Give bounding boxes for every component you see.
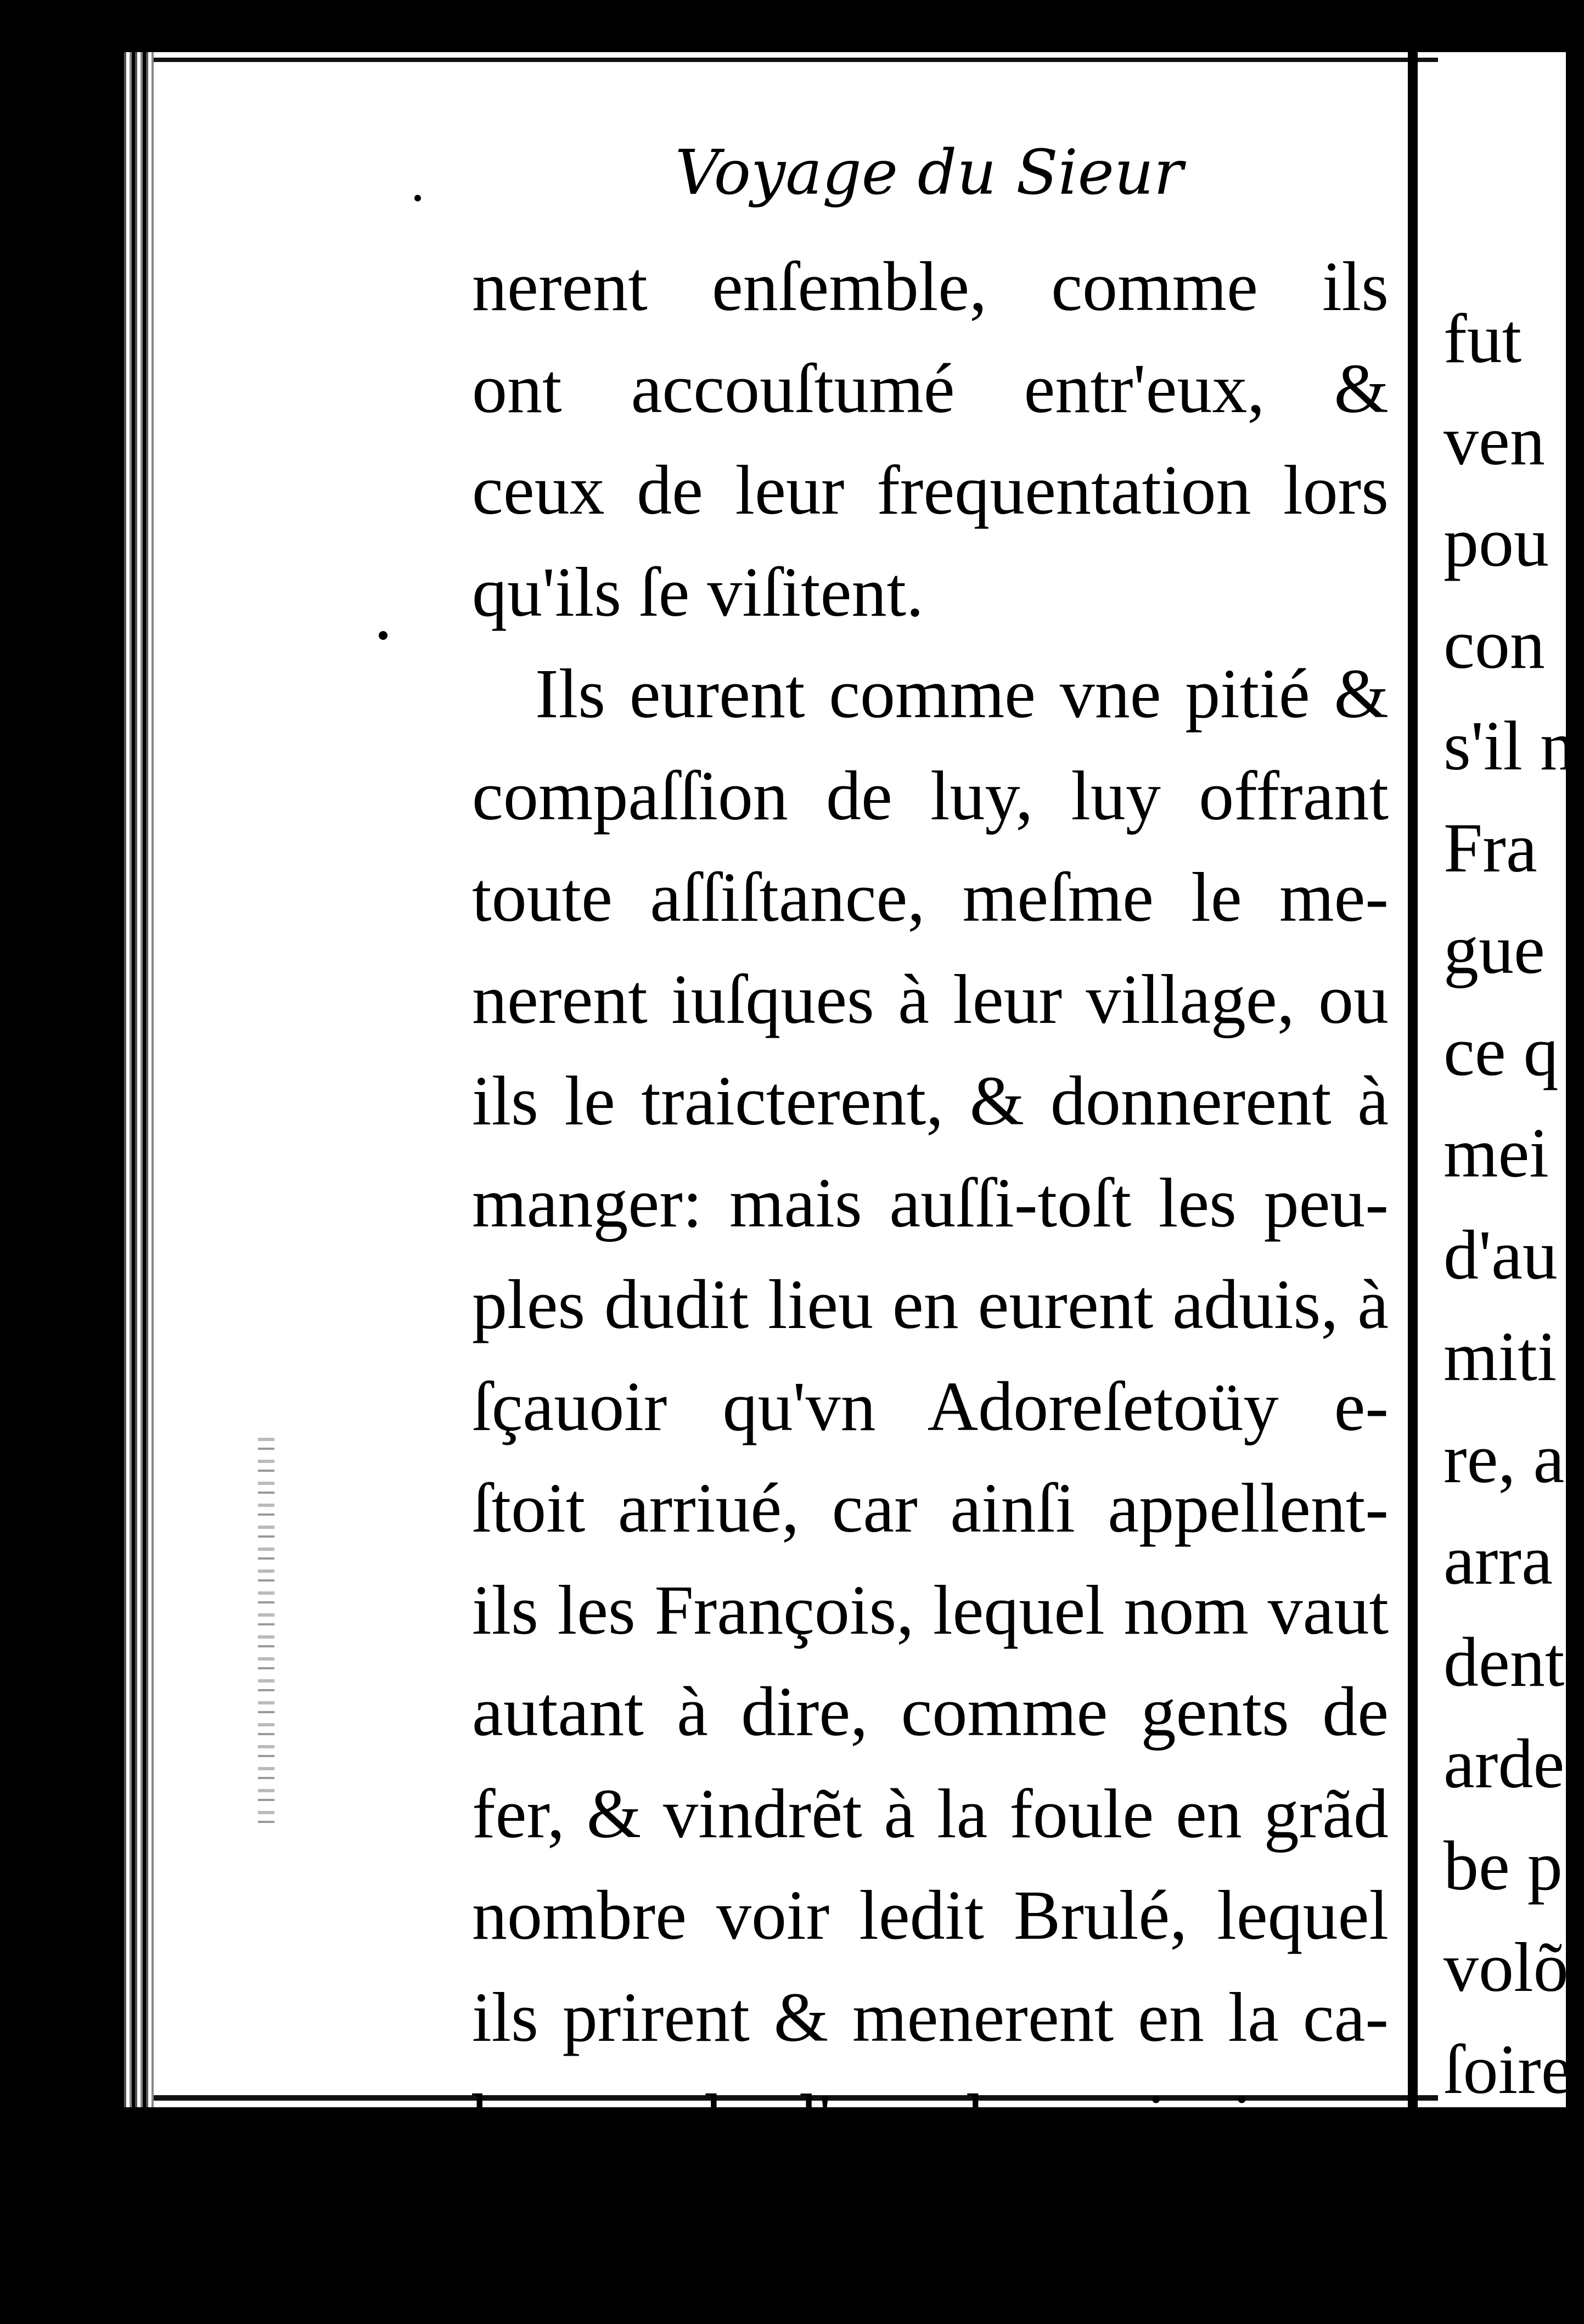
facing-text-line: Fra bbox=[1438, 797, 1584, 899]
text-line: ceux de leur frequentation lors bbox=[472, 440, 1389, 542]
text-line: ſtoit arriué, car ainſi appellent- bbox=[472, 1458, 1389, 1560]
facing-text-line: arra bbox=[1438, 1510, 1584, 1612]
text-line: ples dudit lieu en eurent aduis, à bbox=[472, 1254, 1389, 1356]
text-line: compaſſion de luy, luy offrant bbox=[472, 745, 1389, 847]
facing-page bbox=[1438, 52, 1566, 2107]
text-line: manger: mais auſſi-toſt les peu- bbox=[472, 1152, 1389, 1254]
text-line: chefs, ou il fut interrogé, & luy bbox=[472, 2170, 1389, 2272]
text-line: ils le traicterent, & donnerent à bbox=[472, 1050, 1389, 1152]
facing-text-line: gue bbox=[1438, 899, 1584, 1001]
page-text bbox=[472, 236, 1389, 2272]
text-line: nerent iuſques à leur village, ou bbox=[472, 949, 1389, 1051]
facing-text-line: fut bbox=[1438, 288, 1584, 390]
running-head: Voyage du Sieur bbox=[675, 137, 1183, 209]
facing-text-line: mei bbox=[1438, 1102, 1584, 1205]
page-divider bbox=[1408, 52, 1418, 2107]
text-line: ſçauoir qu'vn Adoreſetoüy e- bbox=[472, 1356, 1389, 1458]
facing-text-line: Agn bbox=[1438, 2120, 1584, 2222]
facing-text-line: dent bbox=[1438, 1612, 1584, 1714]
page-top-edge bbox=[154, 58, 1449, 62]
facing-text-line: col, bbox=[1438, 2222, 1584, 2324]
text-line: fer, & vindrẽt à la foule en grãd bbox=[472, 1763, 1389, 1865]
text-line: nombre voir ledit Brulé, lequel bbox=[472, 1865, 1389, 1967]
text-line: autant à dire, comme gents de bbox=[472, 1661, 1389, 1763]
text-line: ils prirent & menerent en la ca- bbox=[472, 1967, 1389, 2069]
facing-page-text bbox=[1438, 288, 1584, 2324]
facing-text-line: d'au bbox=[1438, 1205, 1584, 1307]
text-line: Ils eurent comme vne pitié & bbox=[472, 643, 1389, 745]
text-line: ils les François, lequel nom vaut bbox=[472, 1560, 1389, 1662]
text-line: qu'ils ſe viſitent. bbox=[472, 542, 1389, 644]
text-line: banne de l'vn des principaux bbox=[472, 2068, 1389, 2170]
facing-text-line: arde bbox=[1438, 1713, 1584, 1815]
facing-text-line: be p bbox=[1438, 1815, 1584, 1917]
margin-marks bbox=[258, 1438, 274, 1833]
ink-dot bbox=[379, 631, 387, 640]
facing-text-line: ven bbox=[1438, 390, 1584, 492]
facing-text-line: ſoire bbox=[1438, 2019, 1584, 2121]
facing-text-line: s'il n bbox=[1438, 695, 1584, 797]
facing-text-line: volõ bbox=[1438, 1917, 1584, 2019]
text-line: nerent enſemble, comme ils bbox=[472, 236, 1389, 338]
text-line: toute aſſiſtance, meſme le me- bbox=[472, 847, 1389, 949]
facing-text-line: con bbox=[1438, 594, 1584, 696]
facing-text-line: re, ai bbox=[1438, 1408, 1584, 1510]
text-line: ont accouſtumé entr'eux, & bbox=[472, 338, 1389, 440]
ink-dot bbox=[414, 195, 421, 201]
facing-text-line: pou bbox=[1438, 492, 1584, 594]
facing-text-line: ce q bbox=[1438, 1001, 1584, 1103]
facing-text-line: miti bbox=[1438, 1306, 1584, 1408]
